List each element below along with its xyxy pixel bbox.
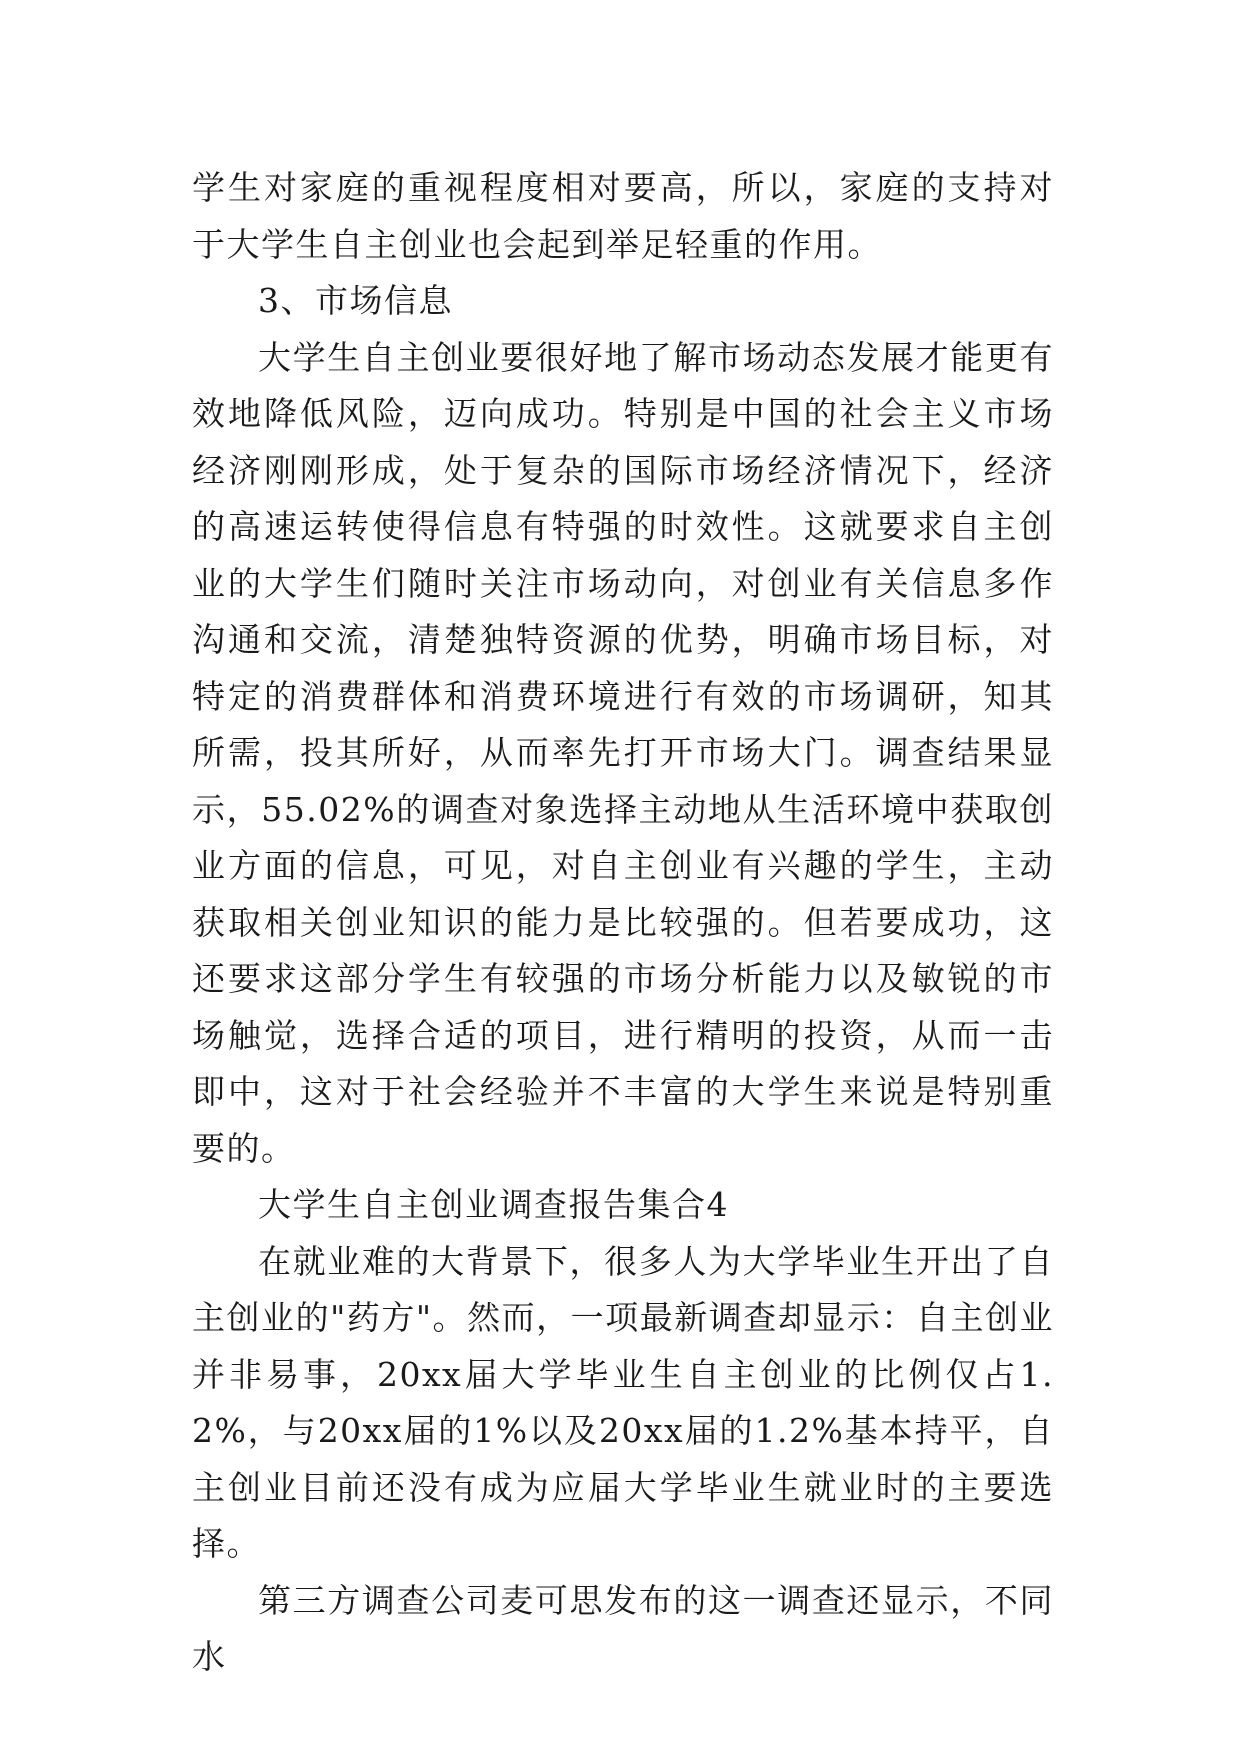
paragraph-survey-company: 第三方调查公司麦可思发布的这一调查还显示，不同水 [192,1580,1054,1676]
paragraph-employment-background: 在就业难的大背景下，很多人为大学毕业生开出了自主创业的"药方"。然而，一项最新调查却显示：自主创业并非易事，20xx届大学毕业生自主创业的比例仅占1.2%，与20xx届的1%以及20xx届的1.2%基本持平，自主创业目前还没有成为应届大学毕业生就业时的主要选择。 [192,1241,1054,1563]
report-title-4: 大学生自主创业调查报告集合4 [258,1185,729,1224]
document-body [192,160,1054,1686]
paragraph-family-support: 学生对家庭的重视程度相对要高，所以，家庭的支持对于大学生自主创业也会起到举足轻重的作用。 [192,168,1054,264]
section-heading-market-info: 3、市场信息 [258,281,453,320]
paragraph-market-info: 大学生自主创业要很好地了解市场动态发展才能更有效地降低风险，迈向成功。特别是中国的社会主义市场经济刚刚形成，处于复杂的国际市场经济情况下，经济的高速运转使得信息有特强的时效性。这就要求自主创业的大学生们随时关注市场动向，对创业有关信息多作沟通和交流，清楚独特资源的优势，明确市场目标，对特定的消费群体和消费环境进行有效的市场调研，知其所需，投其所好，从而率先打开市场大门。调查结果显示，55.02%的调查对象选择主动地从生活环境中获取创业方面的信息，可见，对自主创业有兴趣的学生，主动获取相关创业知识的能力是比较强的。但若要成功，这还要求这部分学生有较强的市场分析能力以及敏锐的市场触觉，选择合适的项目，进行精明的投资，从而一击即中，这对于社会经验并不丰富的大学生来说是特别重要的。 [192,337,1054,1168]
